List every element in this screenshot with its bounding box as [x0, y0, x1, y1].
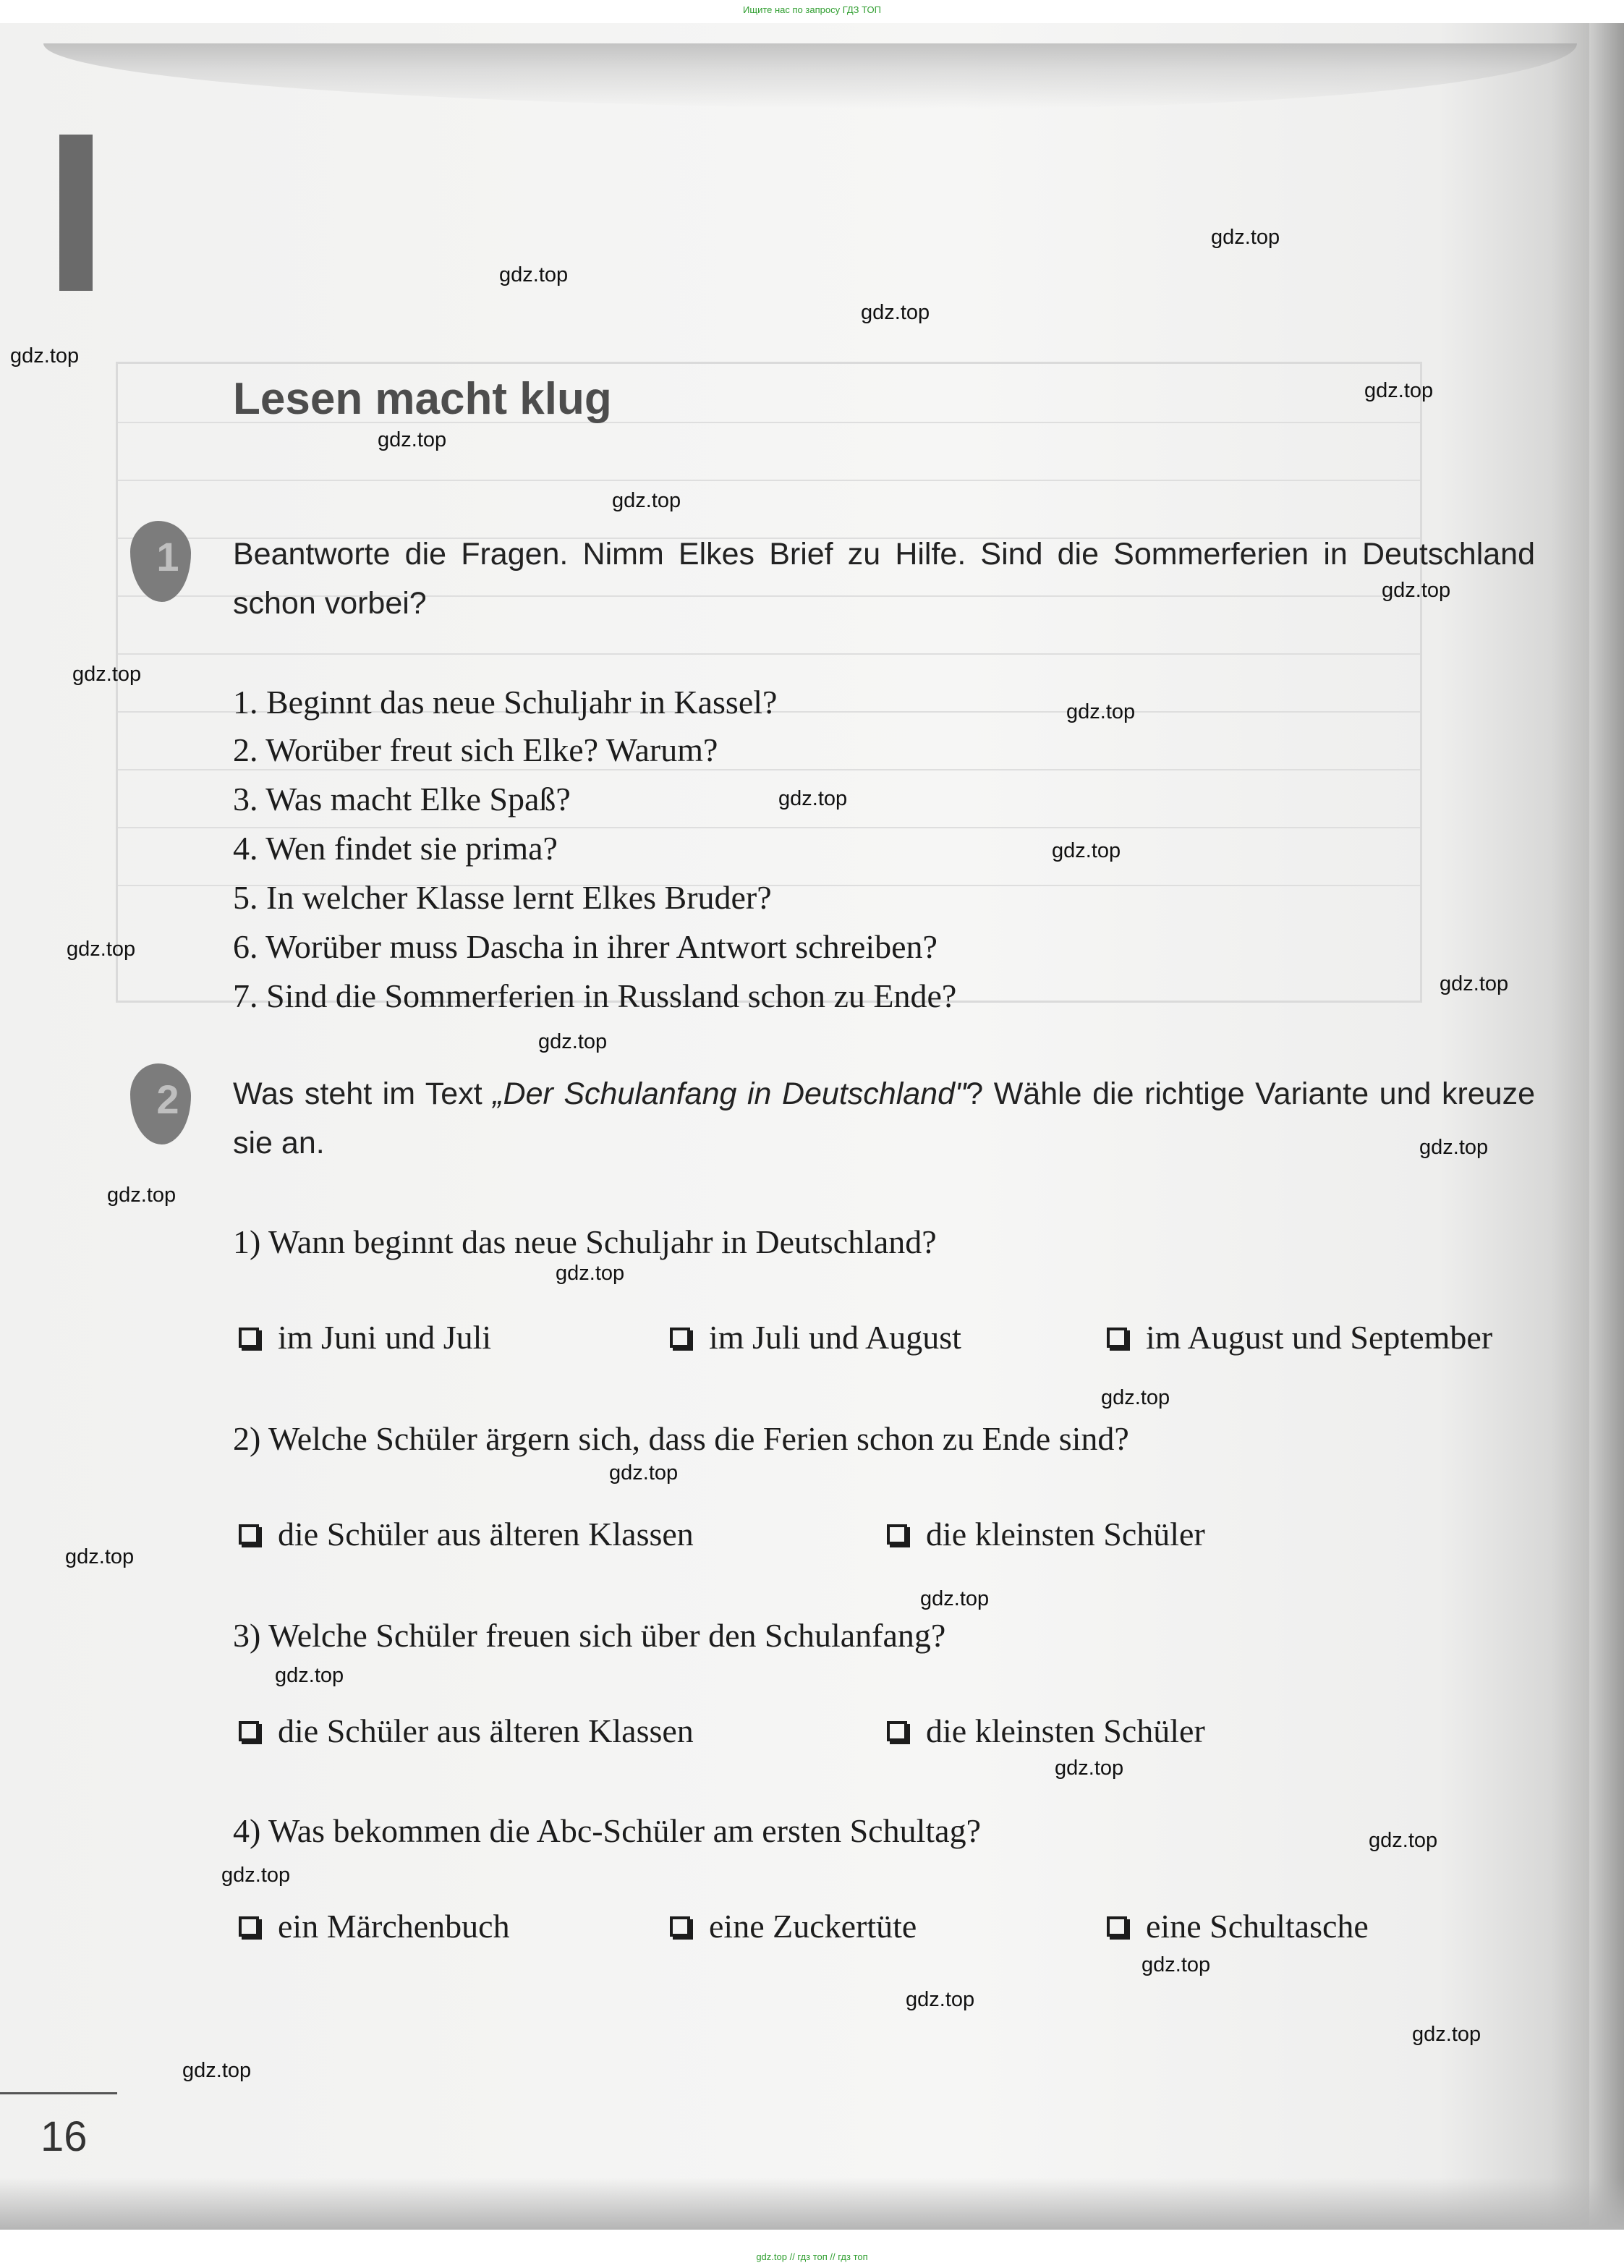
exercise-1-question: 7. Sind die Sommerferien in Russland schon zu Ende? [233, 977, 957, 1014]
watermark: gdz.top [1369, 1829, 1438, 1852]
option-label: eine Schultasche [1146, 1908, 1369, 1945]
exercise-2-question: 3) Welche Schüler freuen sich über den Schulanfang? [233, 1617, 946, 1654]
checkbox[interactable] [887, 1721, 907, 1741]
exercise-2-instruction [233, 1069, 1535, 1168]
section-marker-bar [59, 135, 93, 291]
answer-option[interactable] [887, 1515, 1205, 1553]
instruction-text: ? Wähle die richtige Variante und kreuze sie an. [233, 1076, 1536, 1160]
watermark: gdz.top [920, 1587, 990, 1610]
exercise-1-question: 2. Worüber freut sich Elke? Warum? [233, 731, 718, 768]
top-banner: Ищите нас по запросу ГДЗ ТОП [743, 4, 881, 15]
exercise-1-instruction: Beantworte die Fragen. Nimm Elkes Brief zu Hilfe. Sind die Sommerferien in Deutschland schon vorbei? [233, 537, 1535, 621]
answer-option[interactable] [239, 1907, 510, 1945]
checkbox[interactable] [239, 1916, 259, 1937]
answer-option[interactable] [239, 1515, 694, 1553]
option-label: die kleinsten Schüler [926, 1516, 1205, 1553]
watermark: gdz.top [499, 263, 569, 286]
instruction-text: Was steht im Text [233, 1076, 493, 1111]
checkbox[interactable] [1107, 1328, 1127, 1348]
checkbox[interactable] [887, 1524, 907, 1545]
bottom-banner: gdz.top // гдз топ // гдз топ [756, 2251, 868, 2262]
top-strip [0, 0, 1624, 23]
watermark: gdz.top [1382, 579, 1451, 602]
watermark: gdz.top [65, 1545, 135, 1568]
watermark: gdz.top [378, 428, 447, 451]
watermark: gdz.top [1055, 1757, 1124, 1780]
option-label: eine Zuckertüte [709, 1908, 917, 1945]
answer-option[interactable] [1107, 1907, 1369, 1945]
option-label: die Schüler aus älteren Klassen [278, 1516, 694, 1553]
watermark: gdz.top [107, 1184, 177, 1207]
answer-option[interactable] [887, 1712, 1205, 1750]
watermark: gdz.top [1211, 226, 1280, 249]
option-label: im Juni und Juli [278, 1319, 492, 1356]
checkbox[interactable] [239, 1721, 259, 1741]
option-label: im August und September [1146, 1319, 1493, 1356]
answer-option[interactable] [670, 1318, 961, 1356]
exercise-1-question: 4. Wen findet sie prima? [233, 830, 558, 867]
book-spine-shadow [1589, 23, 1624, 2230]
text-title: „Der Schulanfang in Deutschland" [493, 1076, 966, 1111]
exercise-1-number: 1 [156, 533, 179, 579]
page-number-rule [0, 2092, 117, 2094]
watermark: gdz.top [1101, 1386, 1170, 1409]
answer-option[interactable] [670, 1907, 917, 1945]
page-number: 16 [41, 2113, 88, 2160]
exercise-1-question: 5. In welcher Klasse lernt Elkes Bruder? [233, 879, 772, 916]
checkbox[interactable] [670, 1916, 690, 1937]
watermark: gdz.top [1419, 1136, 1489, 1159]
watermark: gdz.top [1412, 2023, 1481, 2046]
watermark: gdz.top [1142, 1953, 1211, 1976]
exercise-1-question: 1. Beginnt das neue Schuljahr in Kassel? [233, 684, 778, 721]
checkbox[interactable] [239, 1524, 259, 1545]
option-label: im Juli und August [709, 1319, 961, 1356]
exercise-2-question: 1) Wann beginnt das neue Schuljahr in Deutschland? [233, 1223, 937, 1260]
watermark: gdz.top [221, 1864, 291, 1887]
option-label: ein Märchenbuch [278, 1908, 510, 1945]
answer-option[interactable] [239, 1318, 491, 1356]
watermark: gdz.top [67, 938, 136, 961]
bottom-shadow [0, 2178, 1624, 2230]
exercise-2-number: 2 [156, 1076, 179, 1122]
answer-option[interactable] [239, 1712, 694, 1750]
exercise-2-question: 2) Welche Schüler ärgern sich, dass die Ferien schon zu Ende sind? [233, 1420, 1129, 1457]
watermark: gdz.top [609, 1461, 679, 1485]
option-label: die kleinsten Schüler [926, 1712, 1205, 1749]
watermark: gdz.top [275, 1664, 344, 1687]
watermark: gdz.top [778, 787, 848, 810]
watermark: gdz.top [10, 344, 80, 368]
watermark: gdz.top [1052, 839, 1121, 862]
watermark: gdz.top [1364, 379, 1434, 402]
watermark: gdz.top [72, 663, 142, 686]
checkbox[interactable] [1107, 1916, 1127, 1937]
checkbox[interactable] [239, 1328, 259, 1348]
watermark: gdz.top [861, 301, 930, 324]
watermark: gdz.top [182, 2059, 252, 2082]
watermark: gdz.top [612, 489, 681, 512]
watermark: gdz.top [1440, 972, 1509, 995]
checkbox[interactable] [670, 1328, 690, 1348]
watermark: gdz.top [906, 1988, 975, 2011]
exercise-1-question: 3. Was macht Elke Spaß? [233, 781, 571, 817]
section-title: Lesen macht klug [233, 374, 612, 424]
watermark: gdz.top [556, 1262, 625, 1285]
answer-option[interactable] [1107, 1318, 1492, 1356]
option-label: die Schüler aus älteren Klassen [278, 1712, 694, 1749]
exercise-1-question: 6. Worüber muss Dascha in ihrer Antwort schreiben? [233, 928, 938, 965]
watermark: gdz.top [1066, 700, 1136, 723]
exercise-2-question: 4) Was bekommen die Abc-Schüler am ersten Schultag? [233, 1812, 981, 1849]
watermark: gdz.top [538, 1030, 608, 1053]
